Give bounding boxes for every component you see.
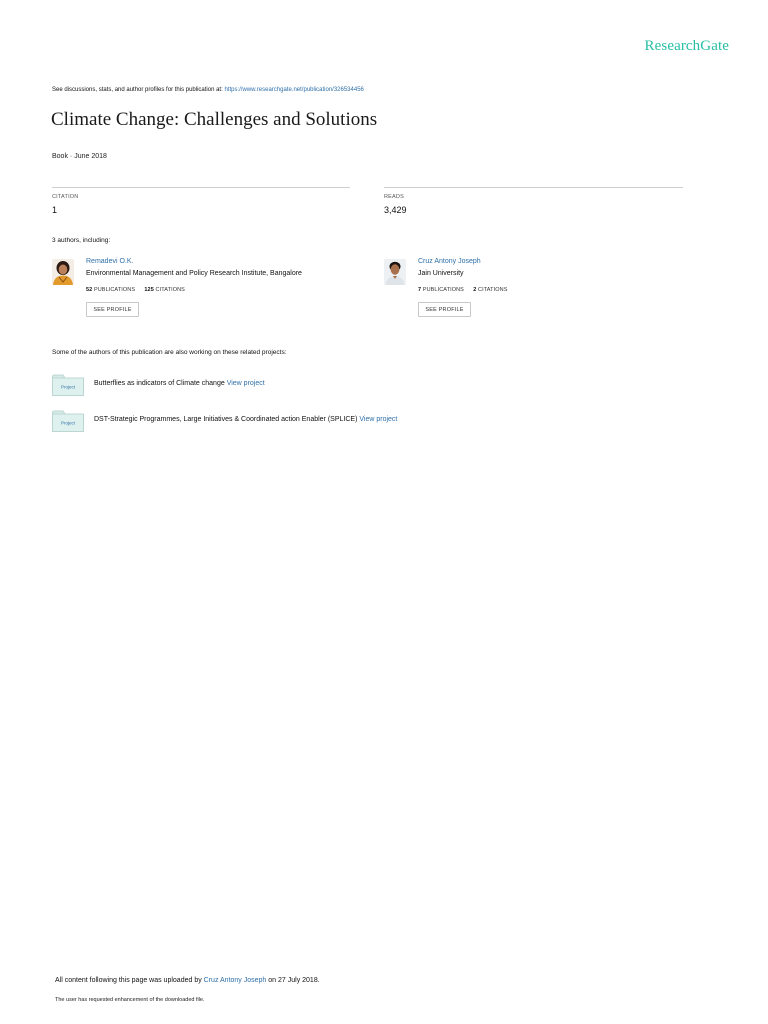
enhancement-note: The user has requested enhancement of the downloaded file. <box>55 997 205 1003</box>
uploaded-prefix: All content following this page was uploaded by <box>55 977 202 984</box>
publications-count: 52 <box>86 287 93 293</box>
view-project-link[interactable]: View project <box>359 416 398 423</box>
author-card <box>384 257 684 327</box>
reads-label: READS <box>384 194 404 200</box>
author-photo-female-icon[interactable] <box>52 259 74 285</box>
author-name-link[interactable]: Remadevi O.K. <box>86 258 134 265</box>
publication-date: June 2018 <box>74 153 107 160</box>
uploaded-suffix: on 27 July 2018. <box>268 977 320 984</box>
view-project-link[interactable]: View project <box>226 380 265 387</box>
researchgate-logo[interactable]: ResearchGate <box>644 38 729 54</box>
author-institution: Environmental Management and Policy Research Institute, Bangalore <box>86 270 302 277</box>
author-stats <box>418 287 507 293</box>
citations-count: 2 <box>473 287 477 293</box>
citations-count: 125 <box>144 287 154 293</box>
citations-label: CITATIONS <box>155 287 185 293</box>
publication-url-link[interactable]: https://www.researchgate.net/publication/326534456 <box>224 87 364 93</box>
project-item <box>52 374 652 398</box>
author-institution: Jain University <box>418 270 464 277</box>
reads-value: 3,429 <box>384 205 407 215</box>
divider-reads <box>384 187 683 188</box>
citations-label: CITATIONS <box>478 287 508 293</box>
related-projects-heading: Some of the authors of this publication are also working on these related projects: <box>52 349 287 356</box>
uploaded-by-line <box>55 977 320 984</box>
author-name-link[interactable]: Cruz Antony Joseph <box>418 258 481 265</box>
project-text <box>94 416 397 423</box>
publication-title: Climate Change: Challenges and Solutions <box>51 109 378 130</box>
citation-label: CITATION <box>52 194 79 200</box>
publications-count: 7 <box>418 287 422 293</box>
author-card <box>52 257 352 327</box>
project-icon-label: Project <box>60 384 76 390</box>
author-photo-male-icon[interactable] <box>384 259 406 285</box>
see-discussions-line <box>52 87 364 93</box>
publications-label: PUBLICATIONS <box>422 287 464 293</box>
project-item <box>52 410 652 434</box>
see-discussions-text: See discussions, stats, and author profiles for this publication at: <box>52 87 223 93</box>
divider-citations <box>52 187 350 188</box>
citation-value: 1 <box>52 205 58 215</box>
project-text <box>94 380 265 387</box>
uploader-link[interactable]: Cruz Antony Joseph <box>203 977 267 984</box>
project-folder-icon <box>52 374 84 396</box>
meta-separator: · <box>67 153 75 160</box>
publication-meta <box>52 153 107 160</box>
project-title: DST-Strategic Programmes, Large Initiatives & Coordinated action Enabler (SPLICE) <box>94 416 358 423</box>
project-title: Butterflies as indicators of Climate change <box>94 380 225 387</box>
publications-label: PUBLICATIONS <box>93 287 136 293</box>
publication-type: Book <box>52 153 68 160</box>
see-profile-button[interactable]: SEE PROFILE <box>86 302 139 317</box>
authors-heading: 3 authors, including: <box>52 237 111 244</box>
project-icon-label: Project <box>60 420 76 426</box>
see-profile-button[interactable]: SEE PROFILE <box>418 302 471 317</box>
project-folder-icon <box>52 410 84 432</box>
author-stats <box>86 287 185 293</box>
